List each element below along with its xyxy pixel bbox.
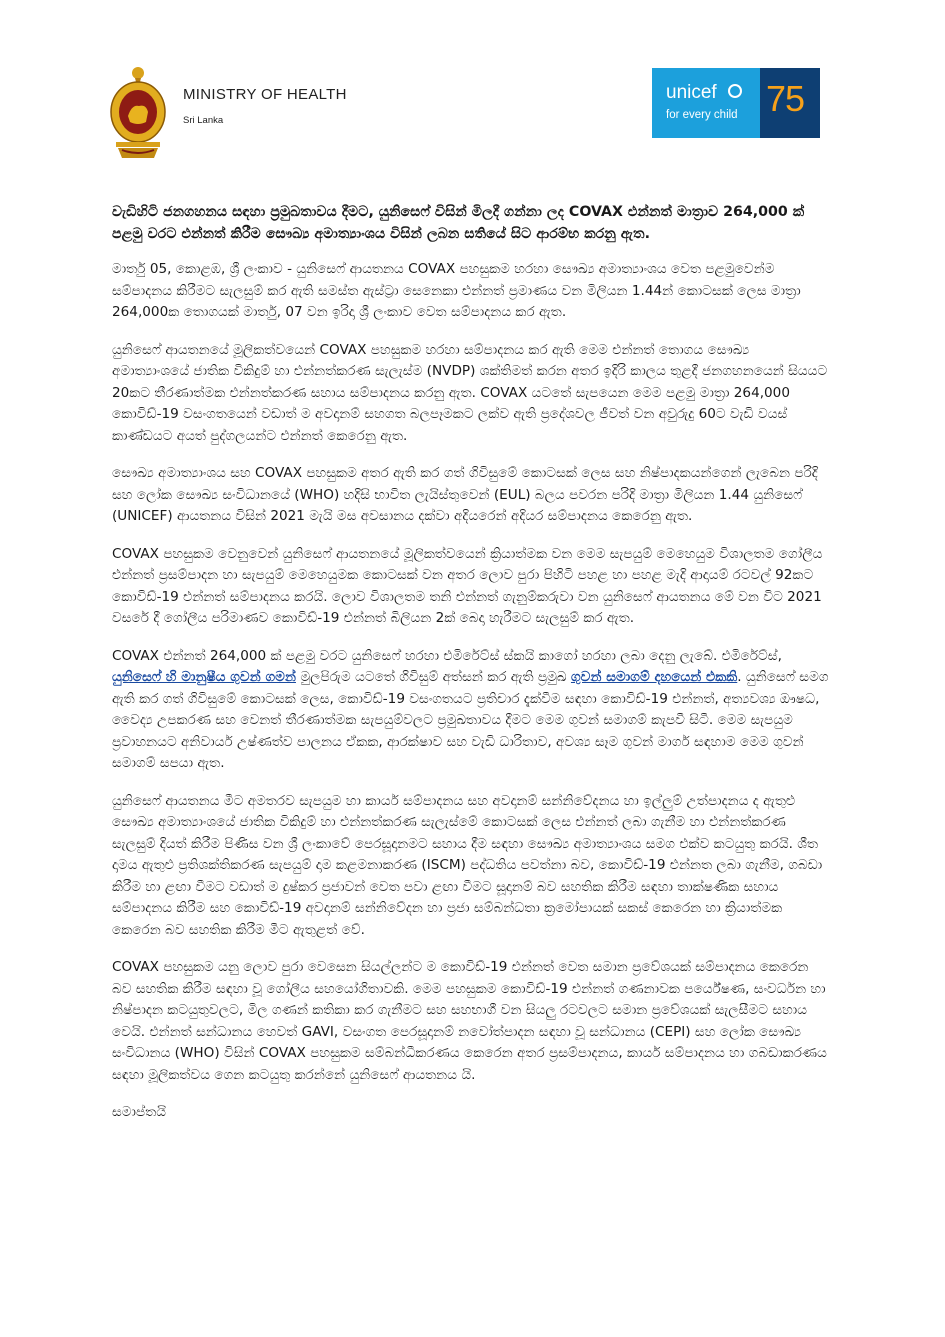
paragraph-6: යුනිසෙෆ් ආයතනය මීට අමතරව සැපයුම හා කාර්ය සම්පාදනය සහ අවදානම් සන්නිවේදනය හා ඉල්ලුම් උත්පාදනය ද ඇතුළු සෞඛ්‍ය අමාත්‍යාංශයේ ජාතික විකිදුම් හා එන්නත්කරණ සැලැස්මේ කොටසක් ලෙස එන්නත් ලබා ගැනීම හා එන්නත්කරණ සැලසුම් දියත් කිරීම පිණිස වන ශ්‍රී ලංකාවේ පෙරසූදානමට සහාය දීම සඳහා සෞඛ්‍ය අමාත්‍යාංශය සමග එක්ව කටයුතු කරයි. ශීත දාමය ඇතුළු ප්‍රතිශක්තිකරණ සැපයුම් දාම කළමනාකරණ (ISCM) පද්ධතිය පවත්නා බව, කොවිඩ්-19 එන්නත ලබා ගැනීම, ගබඩා කිරීම හා ළඟා වීමට වඩාත් ම දුෂ්කර ප්‍රජාවන් වෙත පවා ළඟා වීමට සූදානම් බව සහතික කිරීම සඳහා තාක්ෂණික සහාය සම්පාදනය කිරීම සහ කොවිඩ්-19 අවදානම් සන්නිවේදන හා ප්‍රජා සම්බන්ධතා ක්‍රමෝපායක් සකස් කෙරෙන හා ක්‍රියාත්මක කෙරෙන බව සහතික කිරීම මීට ඇතුළත් වේ. (112, 792, 823, 938)
ten-airlines-link[interactable]: ගුවන් සමාගම් දහයෙන් එකකි (570, 669, 738, 685)
unicef-globe-icon (728, 84, 742, 98)
paragraph-7: COVAX පහසුකම යනු ලොව පුරා වෙසෙන සියල්ලන්ට ම කොවිඩ්-19 එන්නත් වෙත සමාන ප්‍රවේශයක් සම්පාදනය කෙරෙන බව සහතික කිරීම සඳහා වූ ගෝලීය සහයෝගිතාවකි. මෙම පහසුකම කොවිඩ්-19 එන්නත් ගණනාවක පර්යේෂණ, සංවර්ධන හා නිෂ්පාදන කටයුතුවලට, මිල ගණන් කතිකා කර ගැනීමට සහ සහභාගී වන සියලු රටවලට සමාන ප්‍රවේශයක් සැලසීමට සහාය වෙයි. එන්නත් සන්ධානය හෙවත් GAVI, වසංගත පෙරසූදානම් නවෝත්පාදන සඳහා වූ සන්ධානය (CEPI) සහ ලෝක සෞඛ්‍ය සංවිධානය (WHO) විසින් COVAX පහසුකම සම්බන්ධීකරණය කෙරෙන අතර ප්‍රසම්පාදනය, කාර්ය සම්පාදනය හා ගබඩාකරණය සඳහා මූලිකත්වය ගෙන කටයුතු කරන්නේ යුනිසෙෆ් ආයතනය යි. (112, 959, 827, 1083)
anniversary-number: 75 (766, 78, 805, 119)
paragraph-5-text-start: COVAX එන්නත් 264,000 ක් පළමු වරට යුනිසෙෆ් හරහා එමිරේට්ස් ස්කයි කාගෝ හරහා ලබා දෙනු ලැබේ. එමිරේට්ස්, (112, 647, 782, 664)
paragraph-5 (112, 646, 830, 775)
unicef-tagline: for every child (666, 109, 738, 121)
paragraph-4: COVAX පහසුකම වෙනුවෙන් යුනිසෙෆ් ආයතනයේ මූලිකත්වයෙන් ක්‍රියාත්මක වන මෙම සැපයුම් මෙහෙයුම විශාලතම ගෝලීය එන්නත් ප්‍රසම්පාදන හා සැපයුම් මෙහෙයුමක කොටසක් වන අතර ලොව පුරා පිහිටි පහළ හා පහළ මැදි ආදායම් රටවල් 92කට කොවිඩ්-19 එන්නත් සම්පාදනය කරයි. ලොව විශාලතම තනි එන්නත් ගැනුම්කරුවා වන යුනිසෙෆ් ආයතනය මේ වන විට 2021 වසරේ දී ගෝලීය පරිමාණව කොවිඩ්-19 එන්නත් බිලියන 2ක් බෙදා හැරීමට සැලසුම් කර ඇත. (112, 545, 823, 626)
paragraph-1: මාර්තු 05, කොළඹ, ශ්‍රී ලංකාව - යුනිසෙෆ් ආයතනය COVAX පහසුකම හරහා සෞඛ්‍ය අමාත්‍යාංශය වෙත පළමුවෙන්ම සම්පාදනය කිරීමට සැලසුම් කර ඇති සමස්ත ඇස්ට්‍රා සෙනෙකා එන්නත් ප්‍රමාණය වන මිලියන 1.44න් කොටසක් ලෙස මාත්‍රා 264,000ක තොගයක් මාර්තු, 07 වන ඉරිදා ශ්‍රී ලංකාව වෙත සම්පාදනය කර ඇත. (112, 261, 801, 320)
ministry-country: Sri Lanka (183, 115, 224, 126)
paragraph-2: යුනිසෙෆ් ආයතනයේ මූලිකත්වයෙන් COVAX පහසුකම හරහා සම්පාදනය කර ඇති මෙම එන්නත් තොගය සෞඛ්‍ය අමාත්‍යාංශයේ ජාතික විකිදුම් හා එන්නත්කරණ සැලැස්ම (NVDP) ශක්තිමත් කරන අතර ඉදිරි කාලය තුළදී ජනගහනයෙන් සියයට 20කට තීරණාත්මක එන්නත්කරණ සහාය සම්පාදනය කරනු ඇත. COVAX යටතේ සැපයෙන මෙම පළමු මාත්‍රා 264,000 කොවිඩ්-19 වසංගතයෙන් වඩාත් ම අවදානම් සහගත බලපෑමකට ලක්ව ඇති ප්‍රදේශවල ජීවත් වන අවුරුදු 60ට වැඩි වයස් කාණ්ඩයට අයත් පුද්ගලයන්ට එන්නත් කෙරෙනු ඇත. (112, 341, 828, 444)
paragraph-5-text-end: . යුනිසෙෆ් සමග ඇති කර ගත් ගිවිසුමේ කොටසක් ලෙස, කොවිඩ්-19 වසංගතයට ප්‍රතිචාර දැක්වීම සඳහා කොවිඩ්-19 එන්නත්, අත්‍යවශ්‍ය ඖෂධ, වෛද්‍ය උපකරණ සහ වෙනත් තීරණාත්මක සැපයුම්වලට ප්‍රමුඛතාවය දීමට මෙම ගුවන් සමාගම් කැපවී සිටී. මෙම සැපයුම ප්‍රවාහනයට අනිවාර්ය උෂ්ණත්ව පාලනය ඒකක, ආරක්ෂාව සහ වැඩි ධාරිතාව, අවශ්‍ය සෑම ගුවන් මාර්ග සඳහාම මෙම ගුවන් සමාගම් සපයා ඇත. (112, 669, 829, 771)
closing-mark: සමාප්තයි (112, 1104, 167, 1120)
article-title: වැඩිහිටි ජනගහනය සඳහා ප්‍රමුඛතාවය දීමට, යුනිසෙෆ් විසින් මිලදී ගන්නා ලද COVAX එන්නත් මාත්‍රාව 264,000 ක් පළමු වරට එන්නත් කිරීම සෞඛ්‍ය අමාත්‍යාංශය විසින් ලබන සතියේ සිට ආරම්භ කරනු ඇත. (112, 204, 805, 242)
ministry-name: MINISTRY OF HEALTH (183, 86, 347, 103)
unicef-wordmark: unicef (666, 82, 717, 103)
sri-lanka-emblem-icon (108, 64, 168, 162)
article-body (112, 201, 830, 1123)
paragraph-3: සෞඛ්‍ය අමාත්‍යාංශය සහ COVAX පහසුකම අතර ඇති කර ගත් ගිවිසුමේ කොටසක් ලෙස සහ නිෂ්පාදකයන්ගෙන් ලැබෙන පරිදි සහ ලෝක සෞඛ්‍ය සංවිධානයේ (WHO) හදිසි භාවිත ලැයිස්තුවෙන් (EUL) බලය පවරන පරිදි මාත්‍රා මිලියන 1.44 යුනිසෙෆ් (UNICEF) ආයතනය විසින් 2021 මැයි මස අවසානය දක්වා අදියරෙන් අදියර සම්පාදනය කෙරෙනු ඇත. (112, 465, 818, 524)
humanitarian-airfreight-link[interactable]: යුනිසෙෆ් හි මානුෂීය ගුවන් ගමන් (112, 669, 296, 685)
paragraph-5-text-middle: මුලපිරුම යටතේ ගිවිසුම් අත්සන් කර ඇති ප්‍රමුඛ (296, 669, 571, 685)
